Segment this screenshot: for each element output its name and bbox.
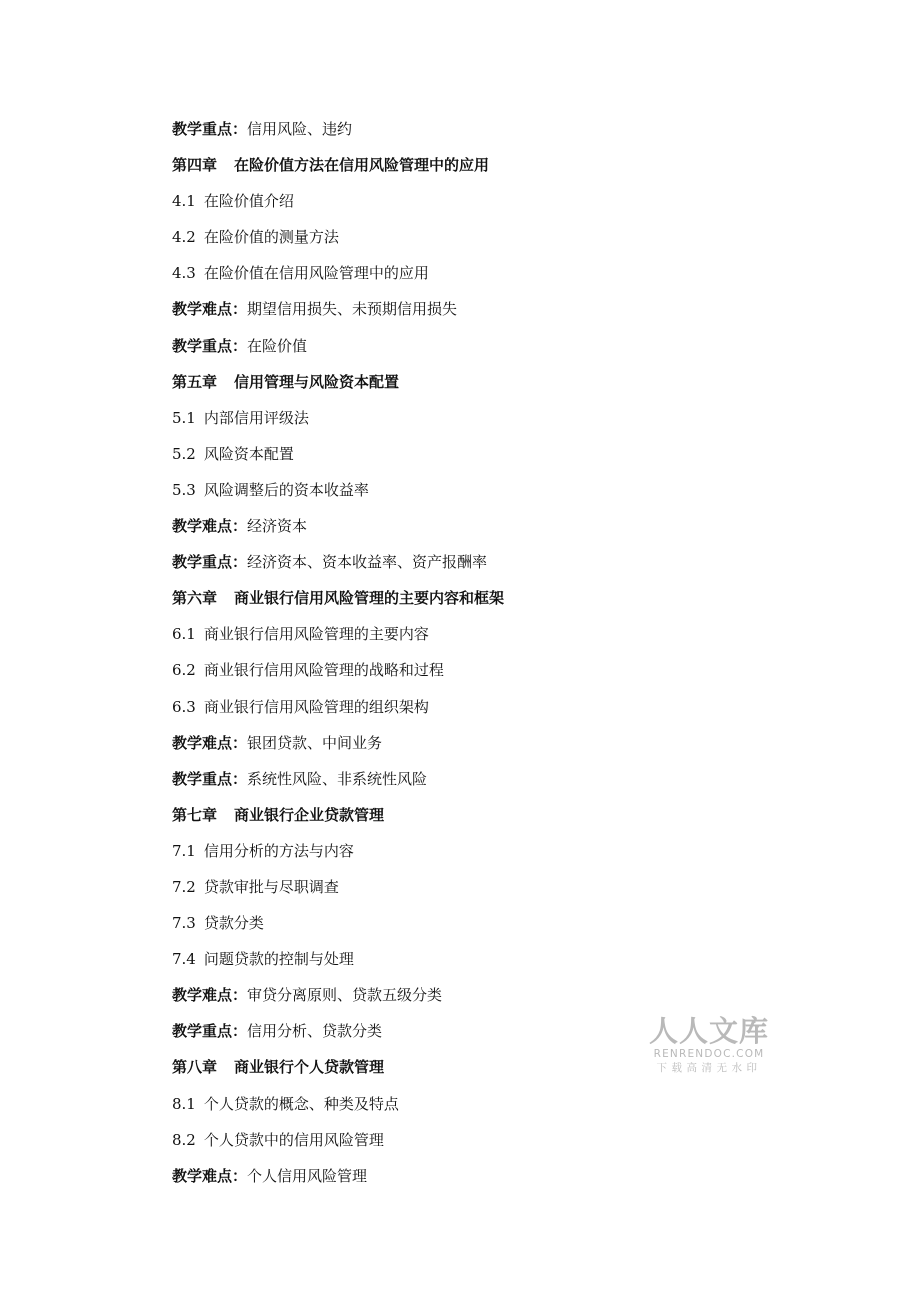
chapter-heading — [172, 585, 792, 621]
section-title: 个人贷款中的信用风险管理 — [203, 1130, 384, 1149]
note-colon: ： — [232, 300, 248, 319]
section-line — [172, 874, 792, 910]
watermark-brand: 人人文库 — [648, 1014, 769, 1048]
chapter-title: 在险价值方法在信用风险管理中的应用 — [234, 156, 490, 175]
note-colon: ： — [232, 769, 248, 788]
section-number: 6.1 — [172, 625, 196, 644]
section-line — [172, 260, 792, 296]
chapter-number: 第五章 — [172, 372, 218, 391]
section-line — [172, 441, 792, 477]
section-title: 贷款审批与尽职调查 — [203, 877, 339, 896]
chapter-title: 商业银行企业贷款管理 — [234, 805, 385, 824]
section-title: 在险价值的测量方法 — [203, 228, 339, 247]
section-number: 7.2 — [172, 877, 196, 896]
section-number: 7.4 — [172, 950, 196, 969]
difficulty-line — [172, 1163, 792, 1199]
difficulty-line — [172, 982, 792, 1018]
note-label: 教学重点 — [172, 120, 233, 138]
section-line — [172, 477, 792, 513]
section-title: 商业银行信用风险管理的战略和过程 — [203, 661, 444, 680]
watermark-url: RENRENDOC.COM — [653, 1048, 765, 1060]
section-number: 5.2 — [172, 444, 196, 463]
key-points-line — [172, 549, 792, 585]
note-colon: ： — [232, 553, 248, 572]
note-label: 教学难点 — [172, 986, 233, 1005]
key-points-line — [172, 116, 792, 152]
difficulty-line — [172, 730, 792, 766]
section-title: 贷款分类 — [203, 914, 264, 933]
section-line — [172, 188, 792, 224]
note-text: 审贷分离原则、贷款五级分类 — [247, 986, 443, 1005]
note-text: 期望信用损失、未预期信用损失 — [247, 300, 458, 319]
note-text: 信用分析、贷款分类 — [247, 1022, 383, 1041]
note-colon: ： — [232, 986, 248, 1005]
section-title: 风险资本配置 — [203, 444, 294, 463]
section-number: 4.3 — [172, 264, 196, 283]
section-line — [172, 946, 792, 982]
key-points-line — [172, 766, 792, 802]
chapter-heading — [172, 802, 792, 838]
note-colon: ： — [232, 336, 248, 355]
note-label: 教学难点 — [172, 733, 233, 752]
note-colon: ： — [232, 733, 248, 752]
key-points-line — [172, 333, 792, 369]
watermark-tagline: 下载高清无水印 — [656, 1062, 762, 1074]
section-line — [172, 694, 792, 730]
section-line — [172, 838, 792, 874]
chapter-number: 第六章 — [172, 589, 218, 608]
chapter-number: 第四章 — [172, 156, 218, 175]
note-text: 经济资本 — [247, 517, 308, 536]
section-number: 4.1 — [172, 192, 196, 211]
difficulty-line — [172, 296, 792, 332]
note-text: 在险价值 — [247, 336, 308, 355]
note-label: 教学重点 — [172, 1022, 233, 1041]
note-label: 教学重点 — [172, 769, 233, 788]
section-number: 6.2 — [172, 661, 196, 680]
note-label: 教学重点 — [172, 553, 233, 572]
chapter-number: 第八章 — [172, 1058, 218, 1077]
note-colon: ： — [232, 120, 248, 138]
section-title: 风险调整后的资本收益率 — [203, 480, 369, 499]
section-number: 4.2 — [172, 228, 196, 247]
note-label: 教学难点 — [172, 517, 233, 536]
section-title: 信用分析的方法与内容 — [203, 841, 354, 860]
chapter-title: 商业银行个人贷款管理 — [234, 1058, 385, 1077]
section-line — [172, 910, 792, 946]
section-number: 8.2 — [172, 1130, 196, 1149]
section-number: 5.3 — [172, 480, 196, 499]
chapter-title: 商业银行信用风险管理的主要内容和框架 — [234, 589, 505, 608]
section-line — [172, 657, 792, 693]
section-line — [172, 1091, 792, 1127]
section-title: 问题贷款的控制与处理 — [203, 950, 354, 969]
note-text: 信用风险、违约 — [247, 120, 353, 138]
chapter-number: 第七章 — [172, 805, 218, 824]
note-text: 个人信用风险管理 — [247, 1166, 368, 1185]
chapter-heading — [172, 369, 792, 405]
chapter-heading — [172, 152, 792, 188]
note-text: 经济资本、资本收益率、资产报酬率 — [247, 553, 488, 572]
section-line — [172, 224, 792, 260]
note-label: 教学难点 — [172, 300, 233, 319]
section-line — [172, 1127, 792, 1163]
difficulty-line — [172, 513, 792, 549]
section-title: 商业银行信用风险管理的主要内容 — [203, 625, 429, 644]
note-colon: ： — [232, 1166, 248, 1185]
note-colon: ： — [232, 1022, 248, 1041]
chapter-title: 信用管理与风险资本配置 — [234, 372, 400, 391]
section-number: 7.1 — [172, 841, 196, 860]
section-number: 7.3 — [172, 914, 196, 933]
section-number: 6.3 — [172, 697, 196, 716]
note-label: 教学难点 — [172, 1166, 233, 1185]
section-title: 内部信用评级法 — [203, 408, 309, 427]
note-text: 系统性风险、非系统性风险 — [247, 769, 428, 788]
section-number: 8.1 — [172, 1094, 196, 1113]
watermark-logo — [646, 1014, 772, 1076]
section-number: 5.1 — [172, 408, 196, 427]
note-label: 教学重点 — [172, 336, 233, 355]
section-line — [172, 621, 792, 657]
section-title: 在险价值介绍 — [203, 192, 294, 211]
section-title: 在险价值在信用风险管理中的应用 — [203, 264, 429, 283]
section-title: 商业银行信用风险管理的组织架构 — [203, 697, 429, 716]
section-line — [172, 405, 792, 441]
note-colon: ： — [232, 517, 248, 536]
note-text: 银团贷款、中间业务 — [247, 733, 383, 752]
section-title: 个人贷款的概念、种类及特点 — [203, 1094, 399, 1113]
